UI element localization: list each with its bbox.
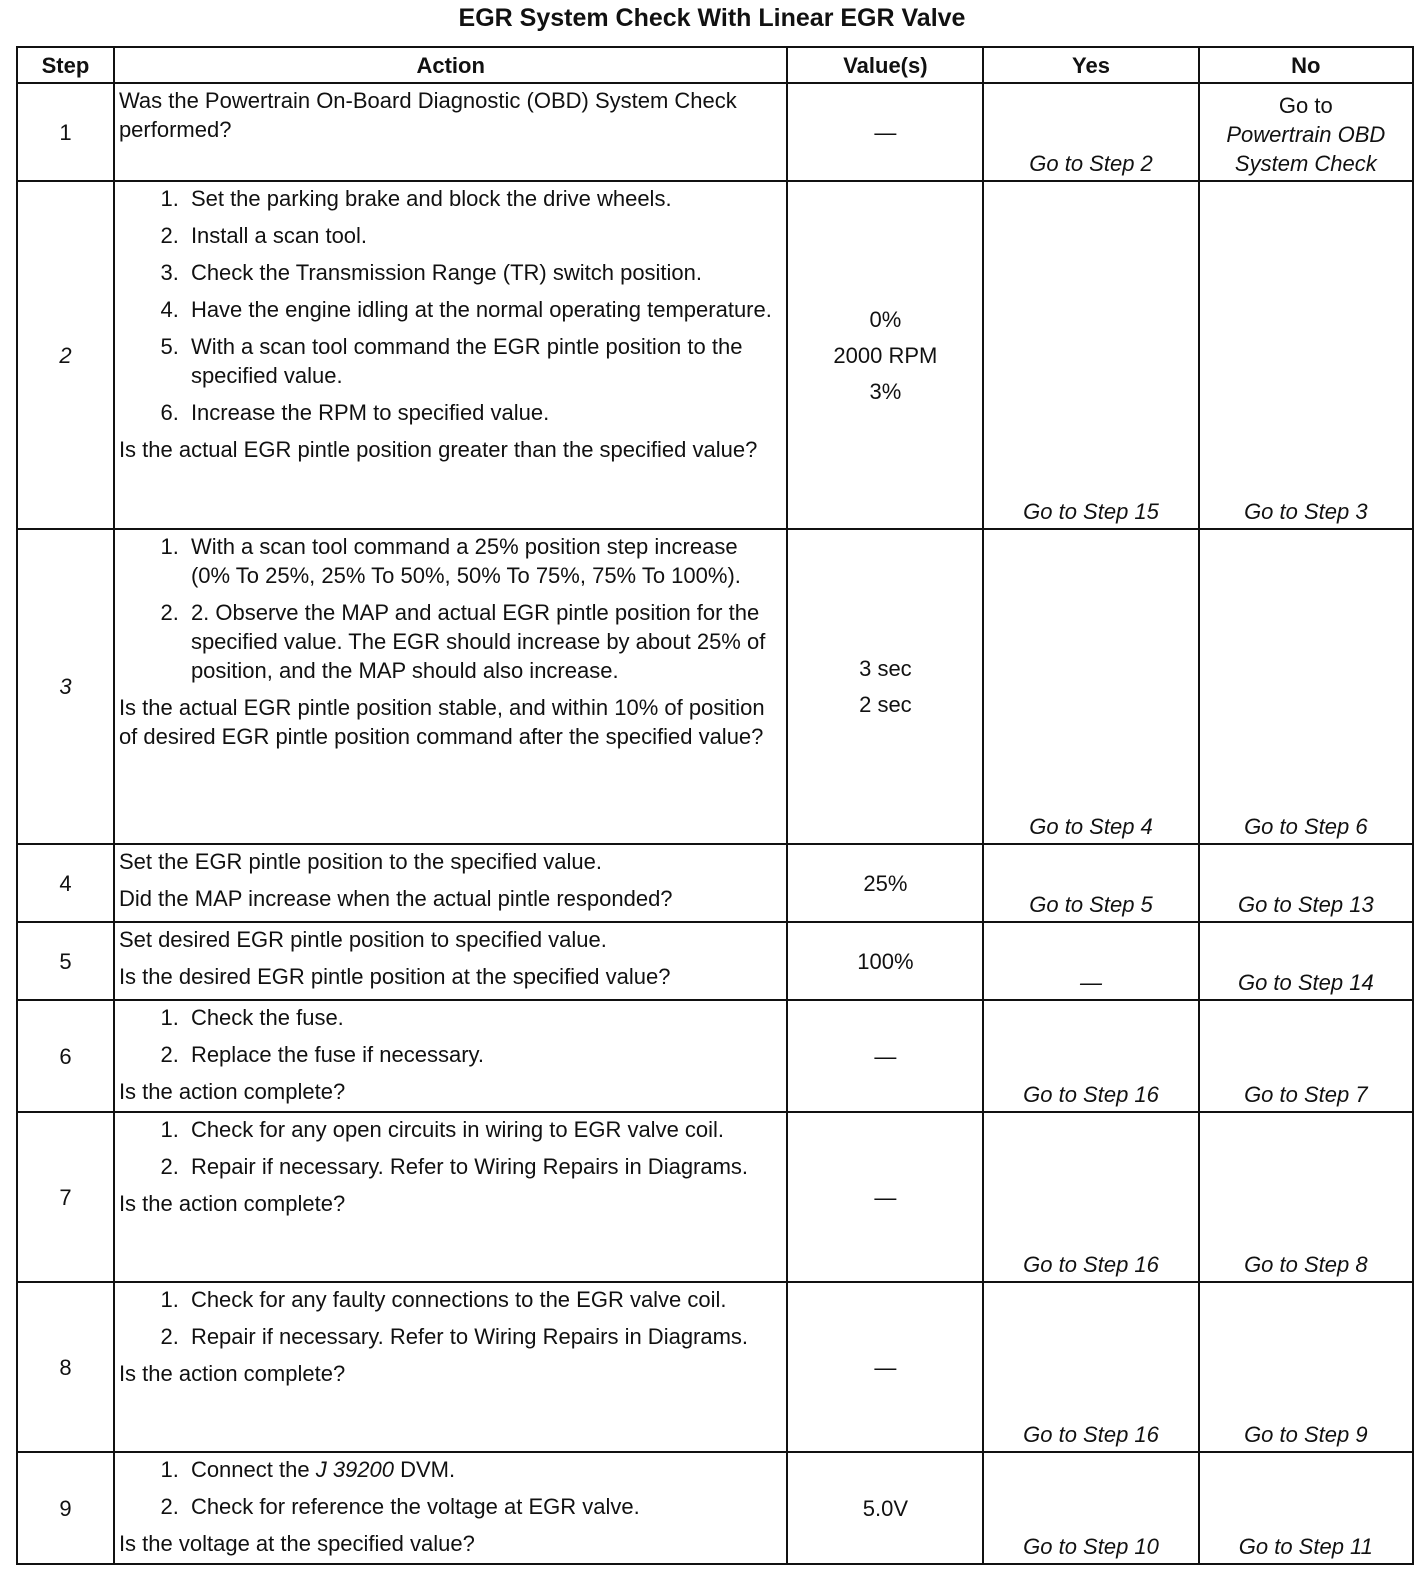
action-question: Is the action complete? <box>118 1361 346 1386</box>
action-question: Was the Powertrain On-Board Diagnostic (OBD) System Check performed? <box>118 88 737 142</box>
action-cell <box>114 1112 788 1282</box>
action-question: Is the actual EGR pintle position stable, and within 10% of position of desired EGR pintle position command after the specified value? <box>118 695 765 749</box>
action-text: Connect the <box>190 1457 310 1482</box>
no-cell: Go to Step 8 <box>1199 1112 1413 1282</box>
table-row-step-3 <box>17 529 1413 844</box>
step-number: 6 <box>17 1000 114 1112</box>
step-number: 5 <box>17 922 114 1000</box>
action-cell <box>114 1000 788 1112</box>
action-item: 1. Check for any faulty connections to the EGR valve coil. <box>185 1285 781 1314</box>
action-list <box>119 1115 781 1181</box>
action-list <box>119 1003 781 1069</box>
values-cell <box>787 1000 983 1112</box>
action-cell <box>114 181 788 529</box>
step-number: 9 <box>17 1452 114 1564</box>
value-line: 25% <box>863 870 908 896</box>
table-row-step-6 <box>17 1000 1413 1112</box>
action-question: Is the desired EGR pintle position at the specified value? <box>118 964 671 989</box>
action-cell <box>114 1282 788 1452</box>
value-line: 100% <box>857 948 914 974</box>
table-header-row <box>17 47 1413 83</box>
action-question: Is the action complete? <box>118 1191 346 1216</box>
no-cell: Go to Step 6 <box>1199 529 1413 844</box>
action-item: 2. Replace the fuse if necessary. <box>185 1040 781 1069</box>
action-list <box>119 184 781 427</box>
yes-cell: Go to Step 16 <box>983 1000 1198 1112</box>
header-values: Value(s) <box>787 47 983 83</box>
action-item: 6. Increase the RPM to specified value. <box>185 398 781 427</box>
action-cell <box>114 844 788 922</box>
table-row-step-7 <box>17 1112 1413 1282</box>
no-cell: Go to Step 14 <box>1199 922 1413 1000</box>
table-row-step-1 <box>17 83 1413 181</box>
yes-cell: Go to Step 16 <box>983 1112 1198 1282</box>
yes-cell: Go to Step 10 <box>983 1452 1198 1564</box>
tool-number: J 39200 <box>315 1457 394 1482</box>
value-line: 0% <box>869 306 902 332</box>
action-instruction: Set the EGR pintle position to the specified value. <box>118 849 603 874</box>
no-line: Go to <box>1278 93 1333 118</box>
action-item <box>185 1455 781 1484</box>
table-row-step-9 <box>17 1452 1413 1564</box>
action-cell <box>114 922 788 1000</box>
action-question: Did the MAP increase when the actual pintle responded? <box>118 886 673 911</box>
action-item: 5. With a scan tool command the EGR pintle position to the specified value. <box>185 332 781 390</box>
action-item: 2. Check for reference the voltage at EGR valve. <box>185 1492 781 1521</box>
action-text: DVM. <box>400 1457 456 1482</box>
no-cell <box>1199 83 1413 181</box>
action-item: 1. Check the fuse. <box>185 1003 781 1032</box>
yes-cell: Go to Step 5 <box>983 844 1198 922</box>
action-item: 4. Have the engine idling at the normal operating temperature. <box>185 295 781 324</box>
action-item: 2. Install a scan tool. <box>185 221 781 250</box>
step-number: 3 <box>17 529 114 844</box>
action-item: 2. 2. Observe the MAP and actual EGR pintle position for the specified value. The EGR should increase by about 25% of position, and the MAP should also increase. <box>185 598 781 685</box>
action-cell <box>114 529 788 844</box>
action-instruction: Set desired EGR pintle position to specified value. <box>118 927 607 952</box>
yes-cell: — <box>983 922 1198 1000</box>
values-cell <box>787 1282 983 1452</box>
step-number: 4 <box>17 844 114 922</box>
header-no: No <box>1199 47 1413 83</box>
yes-cell: Go to Step 15 <box>983 181 1198 529</box>
header-step: Step <box>17 47 114 83</box>
egr-system-check-table <box>16 46 1414 1565</box>
value-line: — <box>874 119 897 145</box>
value-line: — <box>874 1043 897 1069</box>
header-yes: Yes <box>983 47 1198 83</box>
no-cell: Go to Step 7 <box>1199 1000 1413 1112</box>
no-cell: Go to Step 9 <box>1199 1282 1413 1452</box>
values-cell <box>787 1452 983 1564</box>
action-list <box>119 1285 781 1351</box>
no-cell: Go to Step 11 <box>1199 1452 1413 1564</box>
values-cell <box>787 922 983 1000</box>
page-title: EGR System Check With Linear EGR Valve <box>458 4 966 32</box>
action-question: Is the actual EGR pintle position greater than the specified value? <box>118 437 758 462</box>
table-row-step-4 <box>17 844 1413 922</box>
action-list <box>119 1455 781 1521</box>
yes-cell: Go to Step 16 <box>983 1282 1198 1452</box>
value-line: — <box>874 1184 897 1210</box>
no-line: System Check <box>1234 151 1377 176</box>
value-line: 5.0V <box>862 1495 909 1521</box>
action-cell <box>114 1452 788 1564</box>
values-cell <box>787 181 983 529</box>
action-item: 1. Check for any open circuits in wiring to EGR valve coil. <box>185 1115 781 1144</box>
step-number: 7 <box>17 1112 114 1282</box>
no-cell: Go to Step 13 <box>1199 844 1413 922</box>
value-line: 3% <box>869 378 902 404</box>
action-cell <box>114 83 788 181</box>
step-number: 2 <box>17 181 114 529</box>
no-line: Powertrain OBD <box>1226 122 1386 147</box>
action-list <box>119 532 781 685</box>
value-line: 3 sec <box>859 656 912 681</box>
action-item: 1. With a scan tool command a 25% position step increase (0% To 25%, 25% To 50%, 50% To 75%, 75% To 100%). <box>185 532 781 590</box>
table-row-step-8 <box>17 1282 1413 1452</box>
value-line: 2 sec <box>859 692 912 717</box>
values-cell <box>787 83 983 181</box>
yes-cell: Go to Step 4 <box>983 529 1198 844</box>
yes-cell: Go to Step 2 <box>983 83 1198 181</box>
action-question: Is the voltage at the specified value? <box>118 1531 475 1556</box>
action-item: 1. Set the parking brake and block the drive wheels. <box>185 184 781 213</box>
value-line: — <box>874 1354 897 1380</box>
header-action: Action <box>114 47 788 83</box>
action-item: 2. Repair if necessary. Refer to Wiring Repairs in Diagrams. <box>185 1152 781 1181</box>
action-question: Is the action complete? <box>118 1079 346 1104</box>
step-number: 1 <box>17 83 114 181</box>
values-cell <box>787 529 983 844</box>
values-cell <box>787 1112 983 1282</box>
step-number: 8 <box>17 1282 114 1452</box>
action-item: 3. Check the Transmission Range (TR) switch position. <box>185 258 781 287</box>
no-cell: Go to Step 3 <box>1199 181 1413 529</box>
table-row-step-5 <box>17 922 1413 1000</box>
values-cell <box>787 844 983 922</box>
action-item: 2. Repair if necessary. Refer to Wiring Repairs in Diagrams. <box>185 1322 781 1351</box>
value-line: 2000 RPM <box>833 342 938 368</box>
table-row-step-2 <box>17 181 1413 529</box>
